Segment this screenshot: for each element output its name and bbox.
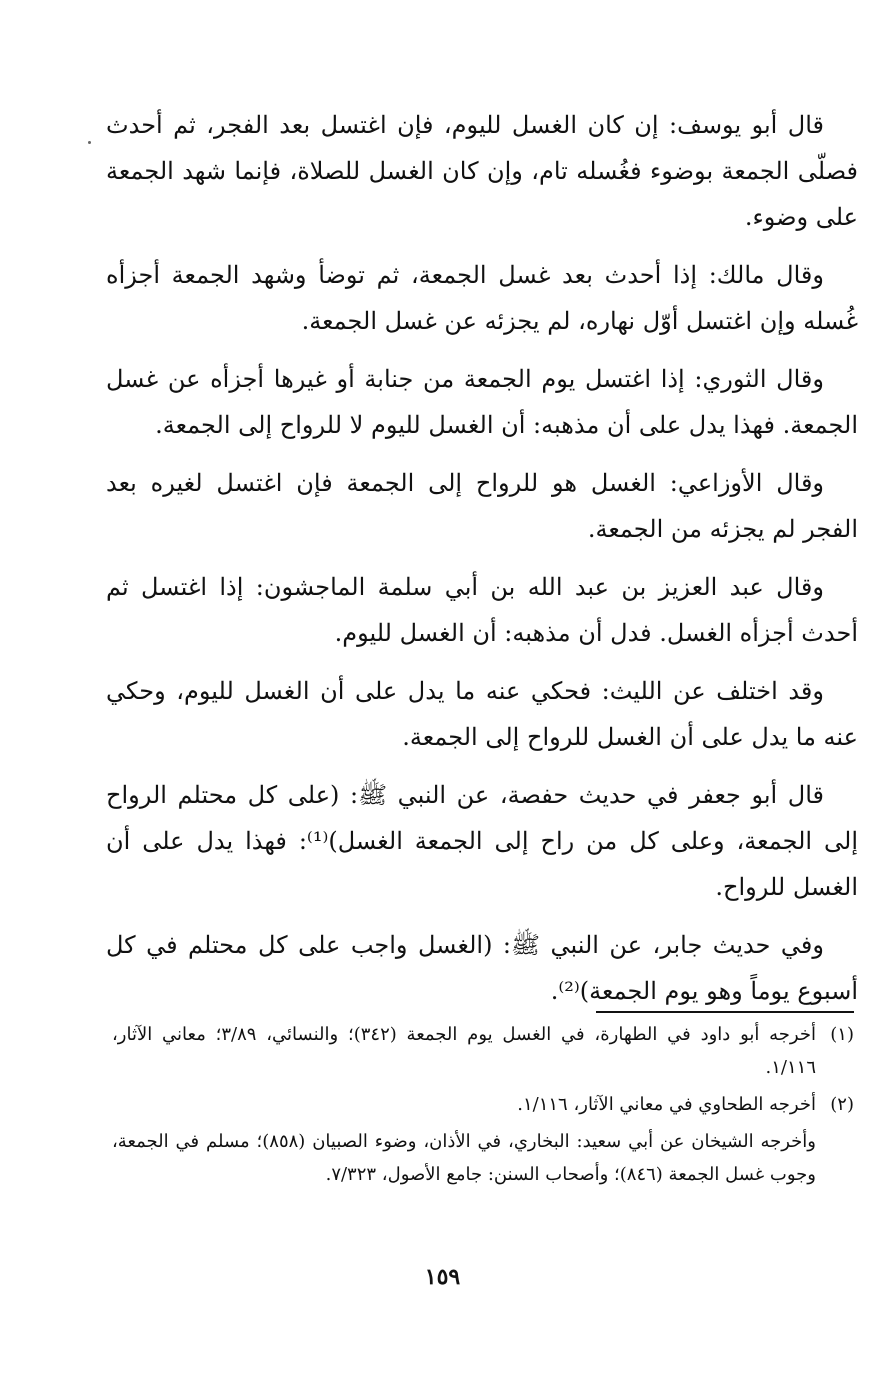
footnote-text: أخرجه أبو داود في الطهارة، في الغسل يوم الجمعة (٣٤٢)؛ والنسائي، ٣/٨٩؛ معاني الآثار، ١/١١٦. [112, 1024, 816, 1078]
paragraph-awzai: وقال الأوزاعي: الغسل هو للرواح إلى الجمعة فإن اغتسل لغيره بعد الفجر لم يجزئه من الجمعة. [106, 469, 858, 543]
paragraph-abu-jafar: قال أبو جعفر في حديث حفصة، عن النبي ﷺ: (على كل محتلم الرواح إلى الجمعة، وعلى كل من راح إلى الجمعة الغسل)⁽¹⁾: فهذا يدل على أن الغسل للرواح. [106, 781, 859, 901]
paragraph-majishun: وقال عبد العزيز بن عبد الله بن أبي سلمة الماجشون: إذا اغتسل ثم أحدث أجزأه الغسل. فدل أن مذهبه: أن الغسل لليوم. [106, 573, 858, 647]
paragraph-thawri: وقال الثوري: إذا اغتسل يوم الجمعة من جنابة أو غيرها أجزأه عن غسل الجمعة. فهذا يدل على أن مذهبه: أن الغسل لليوم لا للرواح إلى الجمعة. [106, 365, 858, 439]
footnote-number: (١) [830, 1024, 854, 1045]
footnote-number: (٢) [830, 1094, 854, 1115]
page-number: ١٥٩ [424, 1264, 461, 1290]
footnote-2 [112, 1088, 854, 1121]
footnote-separator [596, 1011, 854, 1013]
paragraph-malik: وقال مالك: إذا أحدث بعد غسل الجمعة، ثم توضأ وشهد الجمعة أجزأه غُسله وإن اغتسل أوّل نهاره، لم يجزئه عن غسل الجمعة. [106, 261, 858, 335]
paragraph-abu-yusuf: قال أبو يوسف: إن كان الغسل لليوم، فإن اغتسل بعد الفجر، ثم أحدث فصلّى الجمعة بوضوء فغُسله تام، وإن كان الغسل للصلاة، فإنما شهد الجمعة على وضوء. [106, 111, 858, 231]
footnote-text: أخرجه الطحاوي في معاني الآثار، ١/١١٦. [517, 1094, 816, 1115]
footnote-1 [112, 1018, 854, 1084]
footnotes [112, 1018, 854, 1191]
paragraph-jabir: وفي حديث جابر، عن النبي ﷺ: (الغسل واجب على كل محتلم في كل أسبوع يوماً وهو يوم الجمعة)⁽²⁾. [106, 931, 858, 1005]
paragraph-layth: وقد اختلف عن الليث: فحكي عنه ما يدل على أن الغسل لليوم، وحكي عنه ما يدل على أن الغسل للرواح إلى الجمعة. [106, 677, 858, 751]
main-text [106, 102, 858, 1026]
footnote-2-continuation: وأخرجه الشيخان عن أبي سعيد: البخاري، في الأذان، وضوء الصبيان (٨٥٨)؛ مسلم في الجمعة، وجوب غسل الجمعة (٨٤٦)؛ وأصحاب السنن: جامع الأصول، ٧/٣٢٣. [112, 1131, 816, 1185]
scan-speck [88, 141, 91, 144]
